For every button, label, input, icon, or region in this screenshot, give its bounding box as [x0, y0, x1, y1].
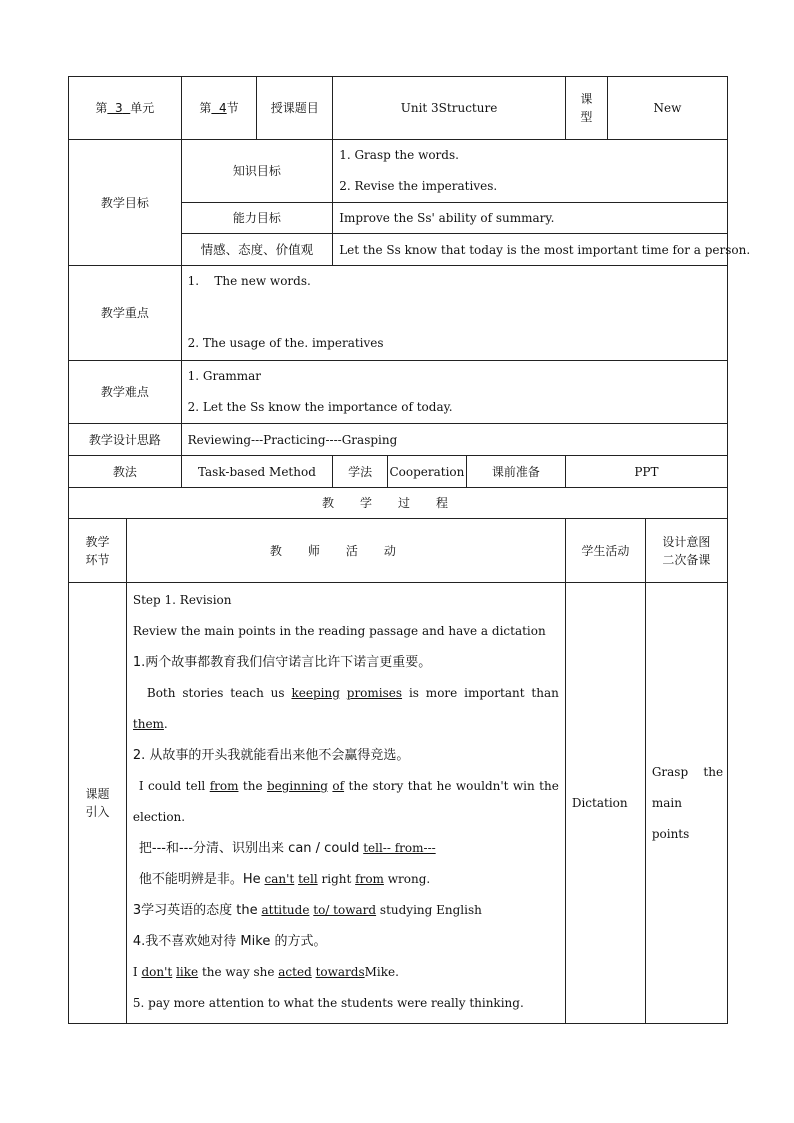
prep-label: 课前准备 [466, 456, 565, 488]
sentence-6: 4.我不喜欢她对待 Mike 的方式。 [132, 934, 327, 949]
unit-number: 3 [115, 101, 123, 115]
sentence-4: 他不能明辨是非。He can't tell right from wrong. [138, 872, 431, 887]
sentence-2-en: I could tell from the beginning of the story that he wouldn't win the [138, 779, 559, 793]
sentence-8: 5. pay more attention to what the students were really thinking. [132, 996, 524, 1010]
step-title: Step 1. Revision [132, 593, 232, 607]
design-value: Reviewing---Practicing----Grasping [181, 424, 727, 456]
topic-value: Unit 3Structure [333, 77, 566, 140]
difficulties-value: 1. Grammar 2. Let the Ss know the importance of today. [181, 361, 727, 424]
student-activity-header: 学生活动 [565, 519, 645, 583]
learning-method-value: Cooperation [387, 456, 466, 488]
teacher-activity-header: 教师活动 [126, 519, 565, 583]
teaching-method-label: 教法 [69, 456, 182, 488]
stage-header: 教学 环节 [69, 519, 127, 583]
lesson-plan-table [68, 76, 751, 1024]
unit-suffix: 单元 [130, 101, 155, 115]
objectives-row-knowledge [69, 140, 728, 203]
unit-prefix: 第 [95, 101, 108, 115]
process-title: 教学过程 [69, 488, 728, 519]
knowledge-label: 知识目标 [181, 140, 333, 203]
process-header-row [69, 519, 728, 583]
sentence-5: 3学习英语的态度 the attitude to/ toward studying English [132, 903, 482, 918]
ability-value: Improve the Ss' ability of summary. [333, 203, 728, 234]
unit-cell [69, 77, 182, 140]
learning-method-label: 学法 [333, 456, 388, 488]
key-points-label: 教学重点 [69, 266, 182, 361]
process-content-row [69, 583, 728, 1024]
step-intro: Review the main points in the reading passage and have a dictation [132, 624, 546, 638]
design-intent-header: 设计意图 二次备课 [645, 519, 727, 583]
key-points-row [69, 266, 728, 361]
sentence-2-en-cont: election. [132, 810, 186, 824]
student-activity-value: Dictation [565, 583, 645, 1024]
section-cell: 第 4节 [181, 77, 257, 140]
sentence-3: 把---和---分清、识别出来 can / could tell-- from--- [138, 841, 436, 856]
difficulties-row [69, 361, 728, 424]
prep-value: PPT [565, 456, 727, 488]
sentence-7: I don't like the way she acted towardsMike. [132, 965, 399, 979]
design-row [69, 424, 728, 456]
type-value: New [607, 77, 727, 140]
header-row [69, 77, 728, 140]
teaching-method-value: Task-based Method [181, 456, 333, 488]
sentence-2-cn: 2. 从故事的开头我就能看出来他不会赢得竞选。 [132, 748, 410, 763]
emotion-label: 情感、态度、价值观 [181, 234, 333, 266]
type-label: 课 型 [565, 77, 607, 140]
methods-row [69, 456, 728, 488]
stage-cell: 课题 引入 [69, 583, 127, 1024]
teacher-activity-content [126, 583, 565, 1024]
emotion-value: Let the Ss know that today is the most important time for a person. [333, 234, 728, 266]
design-intent-value: Grasp the main points [645, 583, 727, 1024]
sentence-1-en-cont: them. [132, 717, 168, 731]
sentence-1-cn: 1.两个故事都教育我们信守诺言比许下诺言更重要。 [132, 655, 432, 670]
knowledge-value: 1. Grasp the words. 2. Revise the imperatives. [333, 140, 728, 203]
objectives-label: 教学目标 [69, 140, 182, 266]
design-label: 教学设计思路 [69, 424, 182, 456]
process-title-row [69, 488, 728, 519]
sentence-1-en: Both stories teach us keeping promises is more important than [146, 686, 559, 700]
difficulties-label: 教学难点 [69, 361, 182, 424]
ability-label: 能力目标 [181, 203, 333, 234]
section-number: 4 [219, 101, 227, 115]
key-points-value: 1. The new words. 2. The usage of the. imperatives [181, 266, 727, 361]
topic-label: 授课题目 [257, 77, 333, 140]
